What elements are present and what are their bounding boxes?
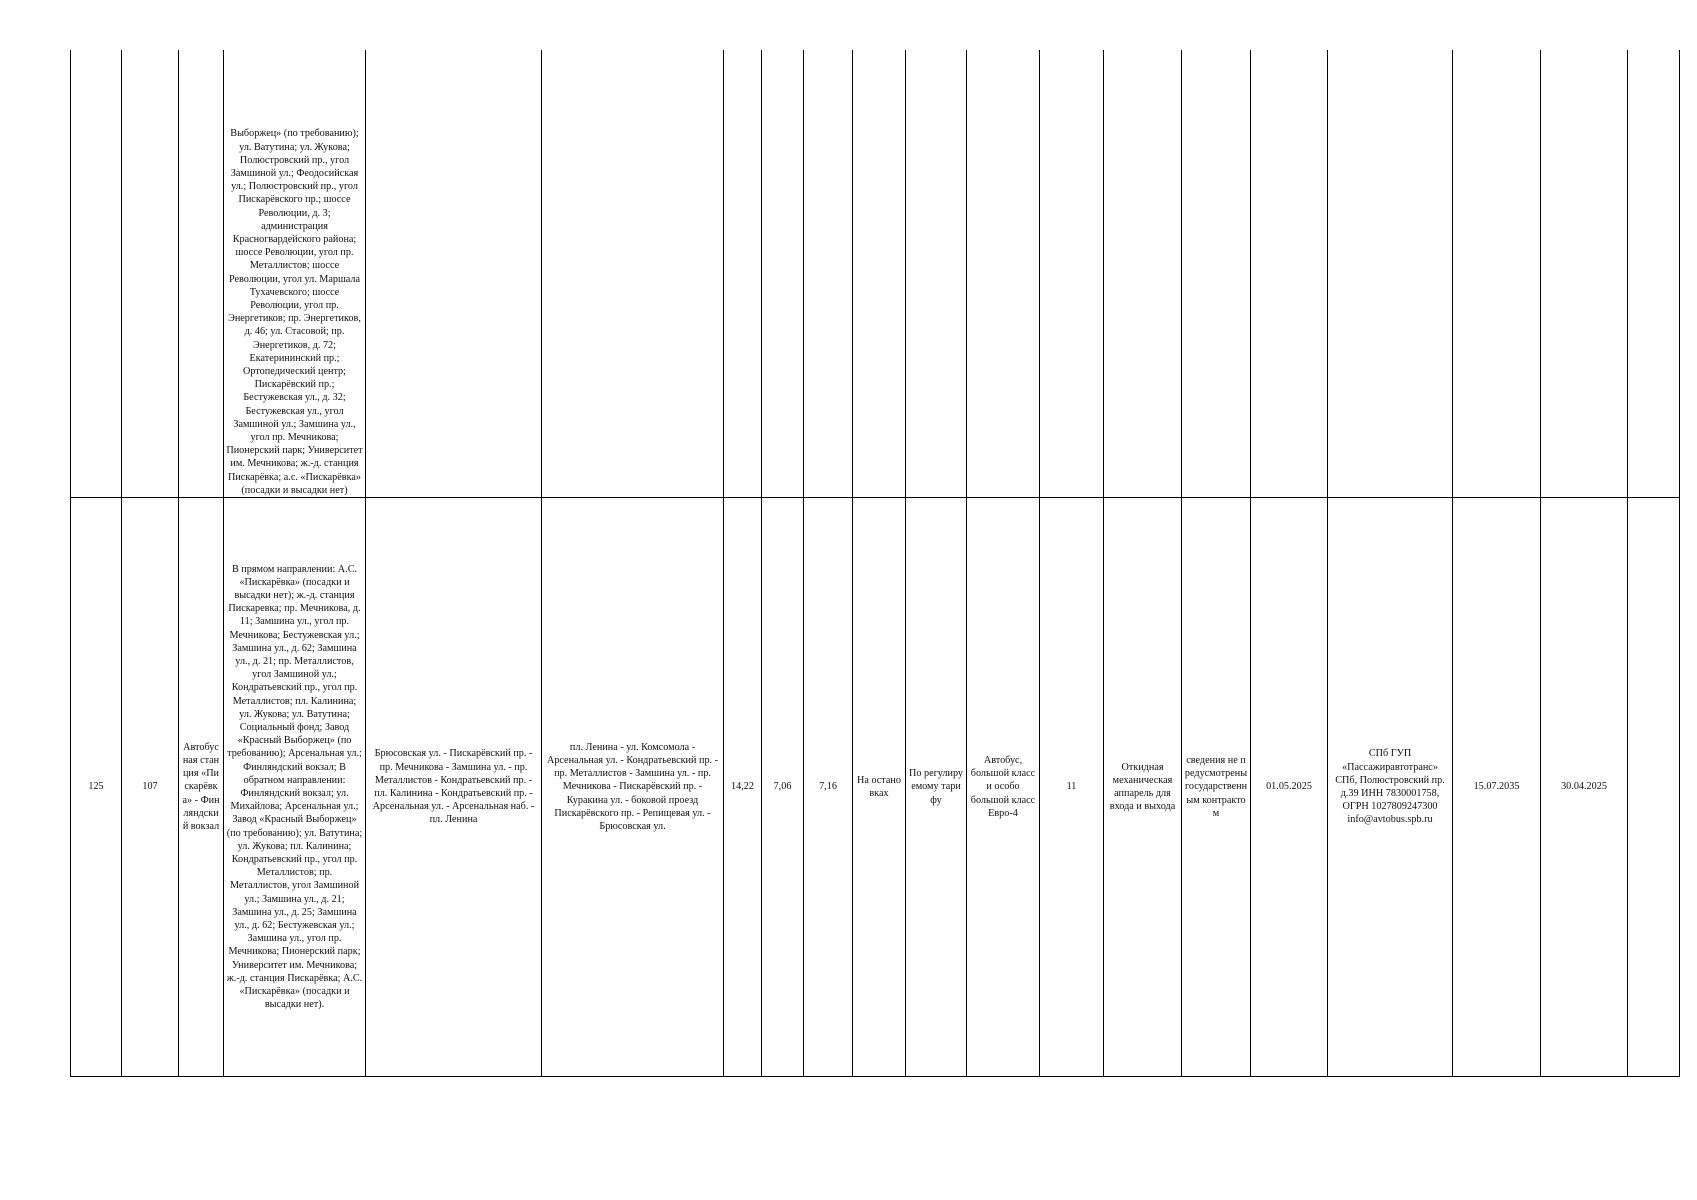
cell-empty xyxy=(542,50,724,498)
cell-empty xyxy=(804,50,853,498)
extra-cell xyxy=(1628,498,1680,1077)
streets-forward: Брюсовская ул. - Пискарёвский пр. - пр. Мечникова - Замшина ул. - пр. Металлистов - Кондратьевский пр. - пл. Калинина - Кондратьевский пр. - Арсенальная ул. - Арсенальная наб. - пл. Ленина xyxy=(366,498,542,1077)
route-row xyxy=(71,498,1680,1077)
route-name: Автобусная станция «Пискарёвка» - Финляндский вокзал xyxy=(179,498,224,1077)
cell-empty xyxy=(1628,50,1680,498)
vehicle-type: Автобус, большой класс и особо большой класс Евро-4 xyxy=(967,498,1040,1077)
vehicle-count: 11 xyxy=(1040,498,1104,1077)
length-total: 14,22 xyxy=(724,498,762,1077)
contract-end-date: 15.07.2035 xyxy=(1453,498,1541,1077)
cell-empty xyxy=(1251,50,1328,498)
cell-empty xyxy=(366,50,542,498)
cell-empty xyxy=(762,50,804,498)
tariff: По регулируемому тарифу xyxy=(906,498,967,1077)
length-backward: 7,16 xyxy=(804,498,853,1077)
cell-empty xyxy=(71,50,122,498)
continuation-row xyxy=(71,50,1680,498)
cell-empty xyxy=(179,50,224,498)
cell-empty xyxy=(1541,50,1628,498)
cell-empty xyxy=(967,50,1040,498)
route-number: 107 xyxy=(122,498,179,1077)
cell-empty xyxy=(1182,50,1251,498)
contract-info: сведения не предусмотрены государственным контрактом xyxy=(1182,498,1251,1077)
last-date: 30.04.2025 xyxy=(1541,498,1628,1077)
streets-backward: пл. Ленина - ул. Комсомола - Арсенальная ул. - Кондратьевский пр. - пр. Металлистов - Замшина ул. - пр. Мечникова - Пискарёвский пр. - Куракина ул. - боковой проезд Пискарёвского пр. - Репищевая ул. - Брюсовская ул. xyxy=(542,498,724,1077)
route-register-table xyxy=(70,50,1680,1077)
length-forward: 7,06 xyxy=(762,498,804,1077)
carrier-info: СПб ГУП «Пассажиравтотранс» СПб, Полюстровский пр. д.39 ИНН 7830001758, ОГРН 1027809247300 info@avtobus.spb.ru xyxy=(1328,498,1453,1077)
stops-list: В прямом направлении: А.С. «Пискарёвка» (посадки и высадки нет); ж.-д. станция Пискаревка; пр. Мечникова, д. 11; Замшина ул., угол пр. Мечникова; Бестужевская ул.; Замшина ул., д. 62; Замшина ул., д. 21; пр. Металлистов, угол Замшиной ул.; Кондратьевский пр., угол пр. Металлистов; пл. Калинина; ул. Жукова; ул. Ватутина; Социальный фонд; Завод «Красный Выборжец» (по требованию); Арсенальная ул.; Финляндский вокзал; В обратном направлении: Финляндский вокзал; ул. Михайлова; Арсенальная ул.; Завод «Красный Выборжец» (по требованию); ул. Ватутина; ул. Жукова; пл. Калинина; Кондратьевский пр., угол пр. Металлистов; пр. Металлистов, угол Замшиной ул.; Замшина ул., д. 21; Замшина ул., д. 25; Замшина ул., д. 62; Бестужевская ул.; Замшина ул., угол пр. Мечникова; Пионерский парк; Университет им. Мечникова; ж.-д. станция Пискарёвка; А.С. «Пискарёвка» (посадки и высадки нет). xyxy=(224,498,366,1077)
cell-empty xyxy=(906,50,967,498)
cell-empty xyxy=(724,50,762,498)
cell-empty xyxy=(853,50,906,498)
reg-number: 125 xyxy=(71,498,122,1077)
equipment: Откидная механическая аппарель для входа и выхода xyxy=(1104,498,1182,1077)
start-date: 01.05.2025 xyxy=(1251,498,1328,1077)
stop-order: На остановках xyxy=(853,498,906,1077)
cell-empty xyxy=(1453,50,1541,498)
cell-empty xyxy=(1104,50,1182,498)
cell-empty xyxy=(122,50,179,498)
cell-empty xyxy=(1328,50,1453,498)
cell-empty xyxy=(1040,50,1104,498)
stops-list-continued: Выборжец» (по требованию); ул. Ватутина; ул. Жукова; Полюстровский пр., угол Замшиной ул.; Феодосийская ул.; Полюстровский пр., угол Пискарёвского пр.; шоссе Революции, д. 3; администрация Красногвардейского района; шоссе Революции, угол пр. Металлистов; шоссе Революции, угол ул. Маршала Тухачевского; шоссе Революции, угол пр. Энергетиков; пр. Энергетиков, д. 46; ул. Стасовой; пр. Энергетиков, д. 72; Екатерининский пр.; Ортопедический центр; Пискарёвский пр.; Бестужевская ул., д. 32; Бестужевская ул., угол Замшиной ул.; Замшина ул., угол пр. Мечникова; Пионерский парк; Университет им. Мечникова; ж.-д. станция Пискарёвка; а.с. «Пискарёвка» (посадки и высадки нет) xyxy=(224,50,366,498)
